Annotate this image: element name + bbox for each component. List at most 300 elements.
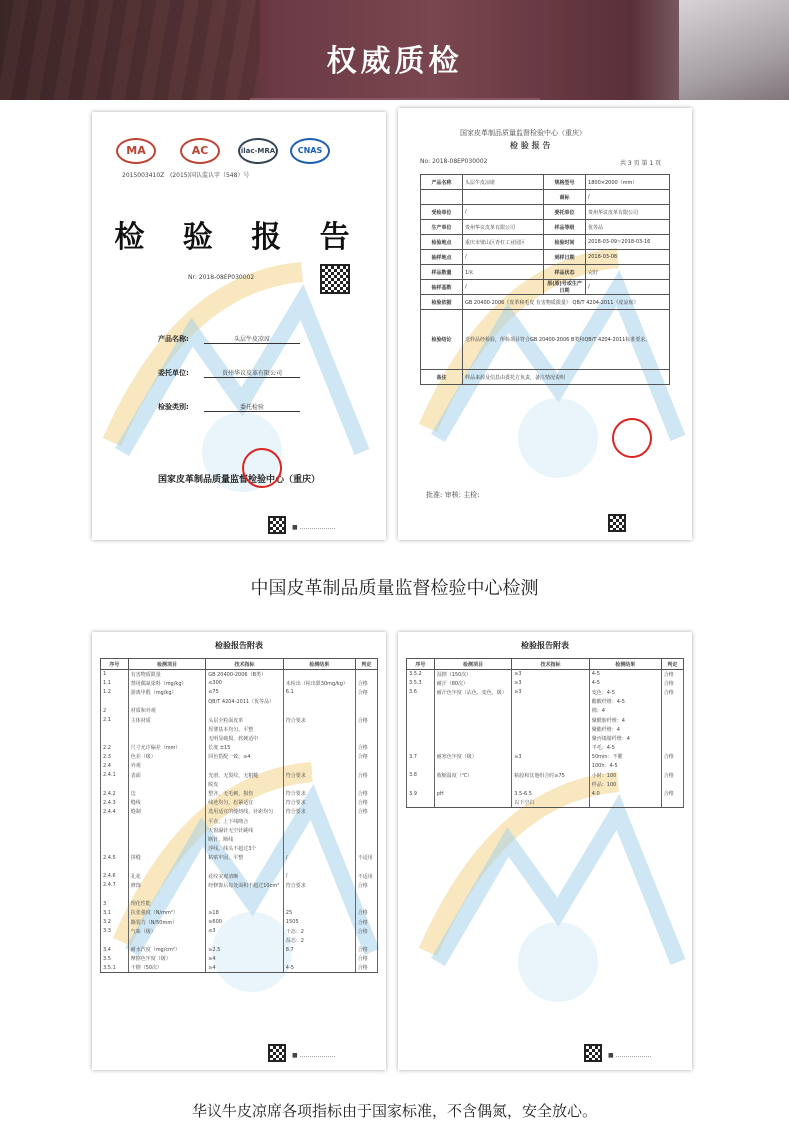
table-cell: 贵州华议皮革有限公司 [586,205,670,220]
table-cell [206,761,284,770]
table-cell: 重庆市璧山区青杠工业园区 [463,235,544,250]
table-cell: 符合要求 [283,881,355,890]
table-row [101,890,378,899]
table-cell [661,715,683,724]
table-cell: ≥600 [206,918,284,927]
table-cell: 合格 [355,881,377,890]
table-cell [421,190,463,205]
table-row [407,670,684,679]
table-cell [661,725,683,734]
table-cell: 干态：2 [283,927,355,936]
table-row [101,936,378,945]
table-cell: GB 20400-2006《皮革和毛皮 有害物质限量》 QB/T 4204-2011《皮凉席》 [463,295,670,310]
table-cell: 备注 [421,370,463,385]
table-cell [355,670,377,679]
table-cell [512,734,590,743]
table-cell: 50min：不脆 [589,752,661,761]
table-cell: 粘胶和其他组合时≥75 [512,771,590,780]
table-cell: 优等品 [586,220,670,235]
table-cell [355,835,377,844]
table-cell [589,798,661,807]
table-cell: 合格 [661,670,683,679]
table-cell [206,862,284,871]
table-cell: 2.4 [101,761,129,770]
table-cell: 2.4.4 [101,807,129,816]
cnas-logo: CNAS [290,138,330,164]
table-cell: ≥18 [206,908,284,917]
table-cell [407,725,435,734]
table-cell: 禁用偶氮染料（mg/kg） [128,679,206,688]
cma-logo: MA [116,138,156,164]
table-cell [283,706,355,715]
report-title: 检 验 报 告 [114,220,364,255]
table-row [421,235,670,250]
caption-national-standard: 华议牛皮凉席各项指标由于国家标准，不含偶氮，安全放心。 [191,1102,597,1120]
table-cell: 以下空白 [512,798,590,807]
table-cell [512,780,590,789]
table-cell [283,697,355,706]
table-row [407,706,684,715]
table-cell: 2.4.7 [101,881,129,890]
table-row [421,175,670,190]
column-header: 检测结果 [283,659,355,670]
ilac-mra-logo: ilac-MRA [238,138,278,164]
table-cell [128,817,206,826]
table-cell: 合格 [355,688,377,697]
column-header: 判定 [661,659,683,670]
table-cell: 脱皮 [206,780,284,789]
table-cell [101,734,129,743]
table-cell: ≥3 [512,752,590,761]
table-cell: 合格 [355,743,377,752]
table-cell [128,862,206,871]
table-row [101,872,378,881]
table-cell: ≥2.5 [206,945,284,954]
table-cell [355,761,377,770]
table-cell: 符合要求 [283,789,355,798]
table-cell: / [586,190,670,205]
table-cell [407,734,435,743]
table-cell: 3.5-6.5 [512,789,590,798]
table-cell: 4-5 [589,670,661,679]
table-cell: 摩擦色牢度（级） [128,954,206,963]
table-cell [101,844,129,853]
appendix-title: 检验报告附表 [521,641,569,650]
column-header: 判定 [355,659,377,670]
doc-footer: ■ ……………… [292,524,336,531]
table-cell: 收缩温度（℃） [434,771,512,780]
table-cell [101,817,129,826]
table-header-row [101,659,378,670]
table-row [101,706,378,715]
qr-code-icon [608,514,626,532]
table-cell [206,706,284,715]
qr-code-icon [268,1044,286,1062]
table-cell: ≥4 [206,964,284,973]
table-cell [355,844,377,853]
column-header: 序号 [407,659,435,670]
table-row [101,918,378,927]
table-cell [512,761,590,770]
table-cell: 合格 [355,715,377,724]
table-cell: 2.4.2 [101,789,129,798]
table-cell: 25 [283,908,355,917]
table-cell [661,761,683,770]
banner-divider [250,98,540,100]
table-cell [434,798,512,807]
table-cell: 2.4.1 [101,771,129,780]
table-cell [434,761,512,770]
table-cell: 1800×2000（mm） [586,175,670,190]
table-row [421,295,670,310]
table-cell: 委托单位 [544,205,586,220]
table-row [101,761,378,770]
table-cell: 3.1 [101,908,129,917]
table-cell: 浮线，线头不超过3个 [206,844,284,853]
table-row [421,220,670,235]
table-cell: 变色：4-5 [589,688,661,697]
table-cell: 产品名称 [421,175,463,190]
table-row [101,807,378,816]
table-cell: 2018-03-08 [586,250,670,265]
table-cell: 合格 [355,789,377,798]
table-cell: 理化性能 [128,899,206,908]
table-cell [661,734,683,743]
table-cell: 头层全粒面皮革 [206,715,284,724]
field-label: 检验类别: [158,403,189,411]
table-row [101,964,378,973]
table-row [101,853,378,862]
table-cell [283,780,355,789]
table-row [101,927,378,936]
table-row [407,771,684,780]
table-cell [355,817,377,826]
table-cell: 合格 [355,908,377,917]
table-cell [283,752,355,761]
table-cell: 规格型号 [544,175,586,190]
table-cell: 合格 [661,679,683,688]
table-cell: 棉：4 [589,706,661,715]
table-cell [101,862,129,871]
table-cell: 拼缝 [128,853,206,862]
table-row [407,761,684,770]
table-cell: 检验时间 [544,235,586,250]
table-cell: 合格 [355,679,377,688]
table-cell [355,936,377,945]
table-cell: / [586,280,670,295]
appendix-title: 检验报告附表 [215,641,263,650]
table-row [101,725,378,734]
table-cell: 粘贴牢固，平整 [206,853,284,862]
table-cell: 经修饰后每处面积不超过10cm² [206,881,284,890]
table-cell: 合格 [355,945,377,954]
table-cell [661,780,683,789]
table-cell: 羊毛：4-5 [589,743,661,752]
table-cell: 合格 [355,807,377,816]
table-row [421,190,670,205]
table-cell: 2.4.5 [101,853,129,862]
table-row [407,789,684,798]
table-row [101,835,378,844]
table-cell: 主体材质 [128,715,206,724]
table-cell: 3.5.2 [407,670,435,679]
table-cell: 样品状态 [544,265,586,280]
table-cell [434,780,512,789]
table-cell: 无明显破损，软硬适中 [206,734,284,743]
table-row [101,670,378,679]
table-cell: 耐汗（80次） [434,679,512,688]
table-row [421,250,670,265]
table-row [101,789,378,798]
table-cell: 商标 [544,190,586,205]
qr-code-icon [320,264,350,294]
table-cell [101,826,129,835]
table-cell: 合格 [661,789,683,798]
table-cell: 符合要求 [283,807,355,816]
table-cell [206,899,284,908]
table-cell [283,844,355,853]
table-row [407,697,684,706]
table-cell: 平直，上下线吻合 [206,817,284,826]
table-cell [512,706,590,715]
table-header-row [407,659,684,670]
table-row [407,798,684,807]
table-cell [128,835,206,844]
table-row [407,715,684,724]
table-cell: 3.6 [407,688,435,697]
table-cell: 小时：100 [589,771,661,780]
table-cell [128,725,206,734]
table-cell [206,936,284,945]
table-cell [512,715,590,724]
table-cell [128,780,206,789]
table-cell: 3.4 [101,945,129,954]
table-cell: / [463,280,544,295]
table-cell: 3.2 [101,918,129,927]
column-header: 技术指标 [206,659,284,670]
table-cell: 表面 [128,771,206,780]
table-cell [661,697,683,706]
table-row [421,370,670,385]
table-row [101,697,378,706]
table-cell: 3.3 [101,927,129,936]
table-row [101,743,378,752]
table-cell: 厚薄基本均匀，平整 [206,725,284,734]
table-cell [101,890,129,899]
table-cell [407,715,435,724]
table-cell: 不适用 [355,853,377,862]
table-cell: 耐水汽度（mg/cm²） [128,945,206,954]
table-cell: 3.5.3 [407,679,435,688]
field-value: 头层牛皮凉席 [204,334,300,344]
table-row [421,205,670,220]
table-cell: ≥3 [512,688,590,697]
table-cell: 样品来源及信息由委托方负责，备注情况说明 [463,370,670,385]
column-header: 技术指标 [512,659,590,670]
table-cell [128,697,206,706]
table-cell [101,835,129,844]
table-cell: 1 [101,670,129,679]
table-row [421,280,670,295]
table-row [407,679,684,688]
table-cell: 符合要求 [283,798,355,807]
page-title: 权威质检 [326,44,463,79]
column-header: 序号 [101,659,129,670]
signers-line: 批准: 审核: 主检: [426,491,480,499]
table-cell: QB/T 4204-2011（优等品） [206,697,284,706]
table-cell: ≤75 [206,688,284,697]
table-cell: 合格 [661,688,683,697]
table-cell [512,725,590,734]
table-cell: 聚丙烯腈纤维：4 [589,734,661,743]
table-cell: 合格 [355,771,377,780]
table-cell: 检验依据 [421,295,463,310]
table-cell [661,743,683,752]
table-cell [101,780,129,789]
table-cell [434,725,512,734]
table-cell: 边 [128,789,206,798]
table-cell [355,862,377,871]
cal-logo: AC [180,138,220,164]
field-label: 委托单位: [158,369,189,377]
column-header: 检测结果 [589,659,661,670]
table-cell: 长度 ±15 [206,743,284,752]
table-cell: 光滑，无裂纹，无粗糙 [206,771,284,780]
report-title: 检 验 报 告 [510,141,551,150]
table-cell [355,890,377,899]
table-cell [283,826,355,835]
table-cell: ≤3 [206,927,284,936]
table-cell [128,936,206,945]
table-cell: 材质和外观 [128,706,206,715]
table-cell: 天窗漏针无空针跳线 [206,826,284,835]
table-row [101,752,378,761]
table-cell: 检验结论 [421,310,463,370]
field-label: 产品名称: [158,335,189,343]
table-cell: 完好 [586,265,670,280]
table-row [101,881,378,890]
table-cell: 样品等级 [544,220,586,235]
table-cell: 3.5 [101,954,129,963]
table-cell [283,899,355,908]
report-number: Nr: 2018-08EP030002 [188,274,255,281]
table-cell [355,734,377,743]
table-cell [101,936,129,945]
table-cell: 4-5 [589,679,661,688]
table-cell [283,954,355,963]
table-cell: 缝制 [128,807,206,816]
table-cell: 抽样基数 [421,280,463,295]
table-cell: 修饰 [128,881,206,890]
qr-code-icon [584,1044,602,1062]
table-cell [407,761,435,770]
table-cell [407,706,435,715]
table-cell: 3.9 [407,789,435,798]
table-cell: 气味（级） [128,927,206,936]
table-cell: 3.8 [407,771,435,780]
table-cell [355,697,377,706]
table-cell: 2.3 [101,752,129,761]
table-row [101,734,378,743]
table-cell: 整齐，无毛刺，损伤 [206,789,284,798]
table-cell [434,697,512,706]
table-cell: 2.4.3 [101,798,129,807]
table-cell: 3 [101,899,129,908]
table-cell: 同色搭配一致，≥4 [206,752,284,761]
field-value: 委托检验 [204,402,300,412]
report-cover-document: MA AC ilac-MRA CNAS 2015003410Z (2015)国认监认字（548）号 检 验 报 告 Nr: 2018-08EP030002 产品名称: 头层牛皮凉席 委托单位: 贵州华议皮革有限公司 检验类别: 委托检验 国家皮革制品质量监督检验中心（重庆） ■ ……………… [92,112,386,540]
table-cell [283,725,355,734]
table-cell: 耐汗色牢度（沾色，变色，级） [434,688,512,697]
report-info-table [420,174,670,385]
table-cell: 色差（级） [128,752,206,761]
report-appendix-document [92,632,386,1070]
table-cell: 合格 [355,918,377,927]
table-cell: 头层牛皮凉席 [463,175,544,190]
table-cell [355,706,377,715]
table-cell [128,844,206,853]
table-cell: 未检出（检出限30mg/kg） [283,679,355,688]
table-cell: 合格 [355,798,377,807]
table-cell: 外观 [128,761,206,770]
table-row [101,688,378,697]
table-cell [512,697,590,706]
table-row [407,743,684,752]
table-row [101,826,378,835]
table-cell [661,706,683,715]
table-cell: pH [434,789,512,798]
table-cell: 100h：4-5 [589,761,661,770]
table-cell: 受检单位 [421,205,463,220]
table-cell: 抽样地点 [421,250,463,265]
table-cell: 合格 [355,954,377,963]
table-cell [283,835,355,844]
table-cell: 抗张强度（N/mm²） [128,908,206,917]
table-cell [661,798,683,807]
field-value: 贵州华议皮革有限公司 [204,368,300,378]
table-cell [512,743,590,752]
table-row [101,908,378,917]
table-row [101,954,378,963]
table-cell: 花纹美观清晰 [206,872,284,881]
table-cell: 3.5.1 [101,964,129,973]
table-cell: 耐寒色牢度（级） [434,752,512,761]
table-cell: 3.7 [407,752,435,761]
table-cell: 缝线 [128,798,206,807]
table-cell: 合格 [355,964,377,973]
table-cell [128,826,206,835]
table-row [407,780,684,789]
table-cell: 选用适宜的缝纫线，针距均匀 [206,807,284,816]
appendix-table [406,658,684,808]
doc-footer: ■ ……………… [292,1052,336,1059]
report-number: No: 2018-08EP030002 [420,158,488,165]
table-cell: 符合要求 [283,771,355,780]
table-cell: 到样日期 [544,250,586,265]
table-cell: GB 20400-2006（B类） [206,670,284,679]
table-cell: 4-5 [283,964,355,973]
table-cell: 湿擦（150次） [434,670,512,679]
page-indicator: 共 3 页 第 1 页 [620,160,662,167]
doc-footer: ■ ……………… [608,1052,652,1059]
table-cell: 断针，断线 [206,835,284,844]
table-row [101,780,378,789]
table-cell: 2 [101,706,129,715]
table-cell: ≥4 [206,954,284,963]
table-row [421,310,670,370]
table-cell: 合格 [661,771,683,780]
table-cell: 送样品经检验，所检项目符合GB 20400-2006 B类和QB/T 4204-2011标准要求。 [463,310,670,370]
